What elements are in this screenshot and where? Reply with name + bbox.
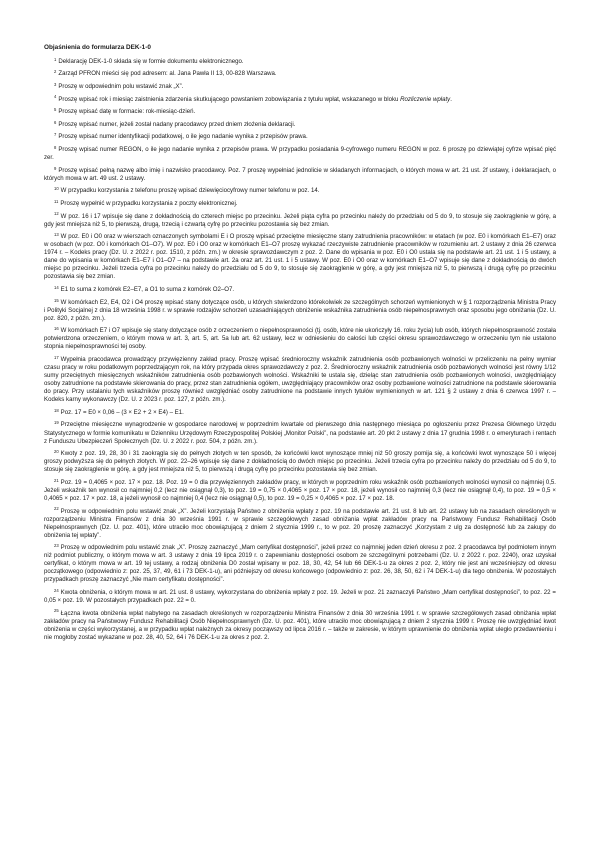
footnote-number: 16	[54, 326, 59, 332]
footnote-25	[44, 610, 556, 642]
footnote-number: 20	[54, 448, 59, 454]
footnote-5	[44, 108, 556, 116]
footnote-text-end: .	[450, 95, 452, 103]
footnote-number: 7	[54, 132, 57, 138]
footnote-number: 5	[54, 107, 57, 112]
footnote-number: 9	[54, 165, 57, 171]
footnote-text: Poz. 19 = 0,4065 × poz. 17 × poz. 18. Poz. 19 = 0 dla przywięziennych zakładów pracy, w których w poprzednim roku wskaźnik osób pozbawionych wolności wynosił co najmniej 0,5. Jeżeli wskaźnik ten wynosił co najmniej 0,2 (lecz nie osiągnął 0,3), to poz. 19 = 0,75 × 0,4065 × poz. 17 × poz. 18, jeżeli wynosił co najmniej 0,3 (lecz nie osiągnął 0,4), to poz. 19 = 0,5 × 0,4065 × poz. 17 × poz. 18, a jeżeli wynosił co najmniej 0,4 (lecz nie osiągnął 0,5), to poz. 19 = 0,25 × 0,4065 × poz. 17 × poz. 18.	[44, 478, 556, 502]
footnote-13	[44, 233, 556, 281]
footnote-text: Proszę wpisać numer REGON, o ile jego nadanie wynika z przepisów prawa. W przypadku posiadania 9-cyfrowego numeru REGON w poz. 6 proszę po dziewiątej cyfrze wpisać pięć zer.	[44, 146, 556, 162]
footnote-12	[44, 213, 556, 229]
footnote-11	[44, 200, 556, 208]
footnote-text: Proszę wpisać numer identyfikacji podatkowej, o ile jego nadanie wynika z przepisów prawa.	[58, 133, 308, 141]
footnote-text: Proszę w odpowiednim polu wstawić znak „X”. Jeżeli korzystają Państwo z obniżenia wpłaty z poz. 19 na podstawie art. 21 ust. 8 lub art. 22 ustawy lub na zasadach określonych w rozporządzeniu Ministra Finansów z dnia 30 września 1991 r. w sprawie szczegółowych zasad obniżania wpłat zakładów pracy na Państwowy Fundusz Rehabilitacji Osób Niepełnosprawnych (Dz. U. poz. 401), które utraciło moc obowiązującą z dniem 2 stycznia 1999 r., to w poz. 20 proszę zaznaczyć „Korzystam z ulg za dostępność lub za zakupy do obniżenia tej wpłaty”.	[44, 507, 556, 539]
footnote-text: Proszę wypełnić w przypadku korzystania z poczty elektronicznej.	[60, 200, 238, 207]
footnote-number: 19	[54, 420, 59, 426]
footnote-text: Proszę wpisać numer, jeżeli został nadany pracodawcy przed dniem złożenia deklaracji.	[58, 120, 296, 128]
footnote-number: 18	[54, 407, 59, 413]
footnote-text: W przypadku korzystania z telefonu proszę wpisać dziewięciocyfrowy numer telefonu w poz. 14.	[60, 187, 320, 195]
footnote-14	[44, 286, 556, 294]
footnote-text: Przeciętne miesięczne wynagrodzenie w gospodarce narodowej w poprzednim kwartale od pierwszego dnia następnego miesiąca po ogłoszeniu przez Prezesa Głównego Urzędu Statystycznego w formie komunikatu w Dzienniku Urzędowym Rzeczypospolitej Polskiej „Monitor Polski”, na podstawie art. 20 pkt 2 ustawy z dnia 17 grudnia 1998 r. o emeryturach i rentach z Funduszu Ubezpieczeń Społecznych (Dz. U. z 2022 r. poz. 504, z późn. zm.).	[44, 421, 556, 445]
footnote-19	[44, 421, 556, 445]
footnote-number: 11	[54, 198, 59, 204]
footnote-text: E1 to suma z komórek E2–E7, a O1 to suma z komórek O2–O7.	[60, 286, 235, 294]
footnote-text: Proszę wpisać datę w formacie: rok-miesiąc-dzień.	[58, 108, 196, 116]
footnote-23	[44, 544, 556, 584]
footnote-number: 1	[54, 56, 57, 62]
footnote-24	[44, 589, 556, 605]
footnote-number: 25	[54, 608, 59, 614]
footnote-10	[44, 187, 556, 195]
footnote-1	[44, 58, 556, 66]
footnote-number: 21	[54, 477, 59, 483]
footnote-number: 22	[54, 506, 59, 512]
footnote-20	[44, 450, 556, 474]
document-title: Objaśnienia do formularza DEK-1-0	[44, 44, 151, 51]
footnote-number: 23	[54, 543, 59, 549]
footnote-15	[44, 299, 556, 323]
footnote-text: Proszę wpisać pełną nazwę albo imię i nazwisko pracodawcy. Poz. 7 proszę wypełniać jednolicie w składanych informacjach, o których mowa w art. 21 ust. 2f ustawy, i deklaracjach, o których mowa w art. 49 ust. 2 ustawy.	[44, 166, 556, 182]
footnote-text: W poz. E0 i O0 oraz w wierszach oznaczonych symbolami E i O proszę wpisać przeciętne miesięczne stany zatrudnienia pracowników: w etatach (w poz. E0 i komórkach E1–E7) oraz w osobach (w poz. O0 i komórkach O1–O7). W poz. E0 i O0 oraz w komórkach E1–O7 proszę wykazać rzeczywiste zatrudnienie pracowników w rozumieniu art. 2 ustawy z dnia 26 czerwca 1974 r. – Kodeks pracy (Dz. U. z 2022 r. poz. 1510, z późn. zm.) w okresie sprawozdawczym z poz. 2. Dane do wpisania w poz. E0 i O0 ustala się na podstawie art. 21 ust. 1 i 5 ustawy, a dane do wpisania w komórkach E1–E7 i O1–O7 – na podstawie art. 2a oraz art. 21 ust. 1 i 5 ustawy. W poz. E0 i O0 oraz w komórkach E1–O7 wpisuje się dane z dokładnością do dwóch miejsc po przecinku. Jeżeli trzecia cyfra po przecinku należy do przedziału od 5 do 9, to stosuje się zaokrąglenie w górę, a gdy jest mniejsza niż 5, to pierwszą i drugą cyfrę po przecinku pozostawia się bez zmian.	[44, 233, 556, 281]
footnote-number: 2	[54, 69, 57, 75]
footnote-22	[44, 508, 556, 540]
footnote-6	[44, 121, 556, 129]
footnote-text: Kwoty z poz. 19, 28, 30 i 31 zaokrągla się do pełnych złotych w ten sposób, że końcówki kwot wynoszące mniej niż 50 groszy pomija się, a końcówki kwot wynoszące 50 i więcej groszy podwyższa się do pełnych złotych. W poz. 22–26 wpisuje się dane z dokładnością do dwóch miejsc po przecinku. Jeżeli trzecia cyfra po przecinku należy do przedziału od 5 do 9, to stosuje się zaokrąglenie w górę, a gdy jest mniejsza niż 5, to pierwszą i drugą cyfrę po przecinku pozostawia się bez zmian.	[44, 450, 556, 474]
footnote-number: 4	[54, 94, 57, 100]
footnote-text: Zarząd PFRON mieści się pod adresem: al. Jana Pawła II 13, 00-828 Warszawa.	[58, 70, 277, 78]
footnote-number: 14	[54, 284, 59, 290]
footnote-text: Proszę wpisać rok i miesiąc zaistnienia zdarzenia skutkującego powstaniem zobowiązania z tytułu wpłat, wskazanego w bloku	[58, 95, 401, 103]
footnote-2	[44, 70, 556, 78]
footnote-text: Poz. 17 = E0 × 0,06 – (3 × E2 + 2 × E4) – E1.	[60, 408, 184, 416]
footnote-number: 3	[54, 81, 57, 87]
footnote-text: Deklarację DEK-1-0 składa się w formie dokumentu elektronicznego.	[58, 57, 244, 65]
footnote-17	[44, 356, 556, 404]
footnote-text: W komórkach E7 i O7 wpisuje się stany dotyczące osób z orzeczeniem o niepełnosprawności (tj. osób, które nie ukończyły 16. roku życia) lub osób, których niepełnosprawność została potwierdzona orzeczeniem, o którym mowa w art. 3, art. 5, art. 5a lub art. 62 ustawy, lecz w odniesieniu do całości lub części okresu sprawozdawczego w orzeczeniu tym nie ustalono stopnia niepełnosprawności tej osoby.	[44, 327, 556, 351]
footnote-emphasis: Rozliczenie wpłaty	[400, 95, 451, 103]
footnote-18	[44, 409, 556, 417]
footnote-text: Kwota obniżenia, o którym mowa w art. 21 ust. 8 ustawy, wykorzystana do obniżenia wpłaty z poz. 19. Jeżeli w poz. 21 zaznaczyli Państwo „Mam certyfikat dostępności”, to poz. 22 = 0,05 × poz. 19. W pozostałych przypadkach poz. 22 = 0.	[44, 589, 556, 605]
footnote-16	[44, 327, 556, 351]
footnote-3	[44, 83, 556, 91]
footnote-number: 13	[54, 232, 59, 238]
footnote-text: Proszę w odpowiednim polu wstawić znak „X”.	[58, 82, 184, 90]
footnote-text: Proszę w odpowiednim polu wstawić znak „X”. Proszę zaznaczyć „Mam certyfikat dostępności”, jeżeli przez co najmniej jeden dzień okresu z poz. 2 pracodawca był podmiotem innym niż podmiot publiczny, o którym mowa w art. 3 ustawy z dnia 19 lipca 2019 r. o zapewnianiu dostępności osobom ze szczególnymi potrzebami (Dz. U. z 2022 r. poz. 2240), oraz uzyskał certyfikat, o którym mowa w art. 19 tej ustawy, a rodzaj obniżenia D0 został wpisany w poz. 18, 30, 42, 54 lub 66 DEK-1-u za okres z poz. 2, który nie jest ani wcześniejszy od okresu początkowego (odpowiednio z: poz. 25, 37, 49, 61 i 73 DEK-1-u), ani późniejszy od okresu końcowego (odpowiednio z: poz. 26, 38, 50, 62 i 74 DEK-1-u) dla tego obniżenia. W pozostałych przypadkach proszę zaznaczyć „Nie mam certyfikatu dostępności”.	[44, 544, 556, 584]
footnote-number: 24	[54, 587, 59, 593]
footnote-number: 17	[54, 354, 59, 360]
footnote-number: 6	[54, 119, 57, 125]
footnote-8	[44, 146, 556, 162]
footnote-text: W komórkach E2, E4, O2 i O4 proszę wpisać stany dotyczące osób, u których stwierdzono którekolwiek ze szczególnych schorzeń wymienionych w § 1 rozporządzenia Ministra Pracy i Polityki Socjalnej z dnia 18 września 1998 r. w sprawie rodzajów schorzeń uzasadniających obniżenie wskaźnika zatrudnienia osób niepełnosprawnych oraz sposobu jego obniżania (Dz. U. poz. 820, z późn. zm.).	[44, 298, 556, 322]
footnote-9	[44, 167, 556, 183]
footnote-text: W poz. 16 i 17 wpisuje się dane z dokładnością do czterech miejsc po przecinku. Jeżeli piąta cyfra po przecinku należy do przedziału od 5 do 9, to stosuje się zaokrąglenie w górę, a gdy jest mniejsza niż 5, to pierwszą, drugą, trzecią i czwartą cyfrę po przecinku pozostawia się bez zmian.	[44, 212, 556, 228]
footnote-text: Łączna kwota obniżenia wpłat nabytego na zasadach określonych w rozporządzeniu Ministra Finansów z dnia 30 września 1991 r. w sprawie szczegółowych zasad obniżania wpłat zakładów pracy na Państwowy Fundusz Rehabilitacji Osób Niepełnosprawnych (Dz. U. poz. 401), które utraciło moc obowiązującą z dniem 2 stycznia 1999 r. Proszę nie uwzględniać kwot obniżenia w części wykorzystanej, a w przypadku wpłat należnych za okresy począwszy od lipca 2016 r. – także w zakresie, w którym uprawnienie do obniżenia wpłat uległo przedawnieniu i nie mogłoby zostać wykazane w poz. 28, 40, 52, 64 i 76 DEK-1-u za okres z poz. 2.	[44, 609, 556, 641]
footnote-number: 12	[54, 211, 59, 217]
footnote-21	[44, 479, 556, 503]
footnote-number: 8	[54, 144, 57, 150]
footnote-number: 15	[54, 297, 59, 303]
footnote-4	[44, 96, 556, 104]
footnote-number: 10	[54, 186, 59, 192]
footnote-7	[44, 133, 556, 141]
footnote-text: Wypełnia pracodawca prowadzący przywięzienny zakład pracy. Proszę wpisać średnioroczny wskaźnik zatrudnienia osób pozbawionych wolności w przeliczeniu na pełny wymiar czasu pracy w roku podatkowym poprzedzającym rok, na który przypada okres sprawozdawczy z poz. 2. Średnioroczny wskaźnik zatrudnienia osób pozbawionych wolności jest równy 1/12 sumy przeciętnych miesięcznych wskaźników zatrudnienia osób pozbawionych wolności. Wskaźniki te ustala się, dzieląc stan zatrudnienia osób pozbawionych wolności, uwzględniający osoby zatrudnione na podstawie skierowania do pracy, przez stan zatrudnienia ogółem, uwzględniający pracowników oraz osoby pozbawione wolności zatrudnione na podstawie skierowania do pracy. Przy ustalaniu tych wskaźników proszę również uwzględniać osoby zatrudnione na podstawie innych tytułów wymienionych w art. 121 § 2 ustawy z dnia 6 czerwca 1997 r. – Kodeks karny wykonawczy (Dz. U. z 2023 r. poz. 127, z późn. zm.).	[44, 356, 556, 404]
footnote-list	[44, 58, 556, 642]
